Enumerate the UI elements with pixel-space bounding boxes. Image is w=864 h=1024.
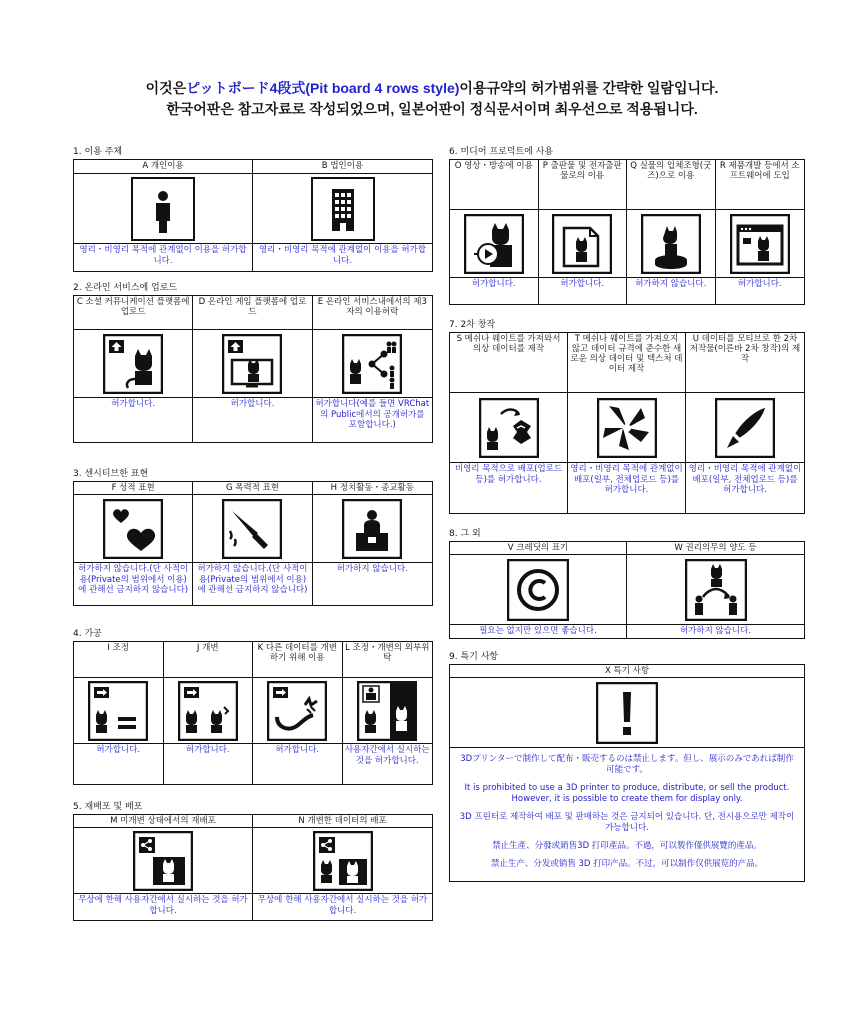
- term-desc: 허가합니다.: [111, 399, 156, 409]
- term-desc: 허가하지 않습니다.: [336, 564, 408, 574]
- header-post: 이용규약의 허가범위를 간략한 일람입니다.: [459, 80, 719, 96]
- term-cell-o: [450, 160, 539, 304]
- term-label: R 제품개발 등에서 소프트웨어에 도입: [716, 160, 805, 210]
- section-sensitive: [73, 468, 433, 606]
- term-cell-a: [74, 160, 253, 271]
- building-icon: [311, 177, 375, 241]
- term-label: Q 실물의 입체조형(굿즈)으로 이용: [627, 160, 715, 210]
- video-icon: [464, 214, 524, 274]
- person-icon: [131, 177, 195, 241]
- section-title: 9. 특기 사항: [449, 652, 499, 662]
- term-desc: 영리・비영리 목적에 관계없이 배포(일부, 전체업로드 등)를 허가합니다.: [688, 464, 802, 495]
- section-other: [449, 528, 805, 639]
- header-line-2: 한국어판은 참고자료로 작성되었으며, 일본어판이 정식문서이며 최우선으로 적용됩니다.: [166, 101, 698, 117]
- term-cell-s: [450, 333, 568, 513]
- term-desc: 영리・비영리 목적에 관계없이 배포(일부, 전체업로드 등)를 허가합니다.: [570, 464, 683, 495]
- transfer-icon: [685, 559, 747, 621]
- section-title: 1. 이용 주체: [73, 147, 123, 157]
- hearts-icon: [103, 499, 163, 559]
- term-cell-j: [164, 642, 254, 784]
- section-usage-subject: [73, 146, 433, 272]
- term-desc: 허가합니다.: [230, 399, 275, 409]
- term-label: D 온라인 게임 플랫폼에 업로드: [193, 296, 311, 330]
- section-title: 8. 그 외: [449, 529, 481, 539]
- term-cell-f: [74, 482, 193, 605]
- header-product-name: ピットボード4段式(Pit board 4 rows style): [186, 80, 460, 96]
- pen-icon: [715, 398, 775, 458]
- term-desc: 허가합니다.: [275, 745, 320, 755]
- term-label: G 폭력적 표현: [193, 482, 311, 495]
- term-desc: 필요는 없지만 있으면 좋습니다.: [479, 626, 597, 636]
- term-label: E 온라인 서비스내에서의 제3자의 이용허락: [313, 296, 432, 330]
- term-label: S 메쉬나 웨이트를 가져와서 의상 데이터를 제작: [450, 333, 567, 393]
- share-third-party-icon: [342, 334, 402, 394]
- term-desc: 허가합니다.: [560, 279, 605, 289]
- section-title: 6. 미디어 프로덕트에 사용: [449, 147, 554, 157]
- term-cell-i: [74, 642, 164, 784]
- knife-icon: [222, 499, 282, 559]
- software-icon: [730, 214, 790, 274]
- section-title: 4. 가공: [73, 629, 102, 639]
- term-desc: 영리・비영리 목적에 관계없이 이용을 허가합니다.: [258, 245, 427, 266]
- term-cell-g: [193, 482, 312, 605]
- term-label: L 조정・개변의 외부위탁: [343, 642, 433, 678]
- term-cell-d: [193, 296, 312, 442]
- term-label: P 출판물 및 전자출판물로의 이용: [539, 160, 627, 210]
- upload-game-icon: [222, 334, 282, 394]
- publication-icon: [552, 214, 612, 274]
- special-notes-body: [450, 748, 804, 881]
- adjust-icon: [88, 681, 148, 741]
- note-korean: 3D 프린터로 제작하여 배포 및 판매하는 것은 금지되어 있습니다. 단, 전시용으로만 제작이 가능합니다.: [459, 812, 795, 833]
- term-cell-w: [627, 542, 804, 638]
- mesh-clothing-icon: [479, 398, 539, 458]
- term-label: K 다른 데이터를 개변하기 위해 이용: [253, 642, 342, 678]
- term-desc: 허가합니다.: [96, 745, 141, 755]
- note-english: It is prohibited to use a 3D printer to produce, distribute, or sell the product. However, it is possible to create them for display only.: [464, 783, 790, 804]
- term-desc: 무상에 한해 사용자간에서 실시하는 것을 허가합니다.: [78, 895, 248, 916]
- term-cell-n: [253, 815, 432, 920]
- term-label: T 메쉬나 웨이트를 가져오지 않고 데이터 규격에 준수한 새로운 의상 데이터 및 텍스처 데이터 제작: [568, 333, 685, 393]
- term-cell-h: [313, 482, 432, 605]
- term-cell-c: [74, 296, 193, 442]
- section-media-product: [449, 146, 805, 305]
- term-label: I 조정: [74, 642, 163, 678]
- distribute-modified-icon: [313, 831, 373, 891]
- term-cell-e: [313, 296, 432, 442]
- term-desc: 허가하지 않습니다.: [679, 626, 752, 636]
- section-title: 5. 재배포 및 배포: [73, 802, 143, 812]
- term-label: W 권리의무의 양도 등: [627, 542, 804, 555]
- term-label: V 크레딧의 표기: [450, 542, 626, 555]
- upload-avatar-icon: [103, 334, 163, 394]
- term-label: X 특기 사항: [450, 665, 804, 678]
- term-label: J 개변: [164, 642, 253, 678]
- term-label: F 성적 표현: [74, 482, 192, 495]
- term-cell-l: [343, 642, 433, 784]
- exclamation-icon: [596, 682, 658, 744]
- term-label: M 미개변 상태에서의 재배포: [74, 815, 252, 828]
- header-line-1: [0, 78, 864, 99]
- note-japanese: 3Dプリンターで制作して配布・販売するのは禁止します。但し、展示のみであれば制作可能です。: [460, 754, 794, 775]
- term-desc: 허가합니다.: [185, 745, 230, 755]
- section-title: 7. 2차 창작: [449, 320, 496, 330]
- figure-icon: [641, 214, 701, 274]
- term-desc: 비영리 목적으로 배포(업로드 등)를 허가합니다.: [454, 464, 563, 485]
- term-label: O 영상・방송에 이용: [450, 160, 538, 210]
- section-processing: [73, 628, 433, 785]
- copyright-icon: [507, 559, 569, 621]
- header-pre: 이것은: [145, 80, 187, 96]
- term-cell-t: [568, 333, 686, 513]
- note-traditional-chinese: 禁止生產、分發或銷售3D 打印產品。不過，可以製作僅供展覽的產品。: [492, 841, 762, 851]
- term-label: U 데이터를 모티브로 한 2차 저작물(이른바 2차 창작)의 제작: [686, 333, 804, 393]
- term-desc: 허가하지 않습니다.(단 사적이용(Private의 범위에서 이용)에 관해선 금지하지 않습니다): [197, 564, 308, 595]
- term-cell-p: [539, 160, 628, 304]
- term-desc: 사용자간에서 실시하는 것을 허가합니다.: [344, 745, 430, 766]
- term-cell-u: [686, 333, 804, 513]
- term-desc: 영리・비영리 목적에 관계없이 이용을 허가합니다.: [79, 245, 247, 266]
- page-header: [0, 78, 864, 120]
- term-label: C 소셜 커뮤니케이션 플랫폼에 업로드: [74, 296, 192, 330]
- term-desc: 허가하지 않습니다.: [635, 279, 707, 289]
- term-cell-q: [627, 160, 716, 304]
- term-desc: 허가합니다(예를 들면 VRChat의 Public에서의 공개허가를 포함합니다.): [315, 399, 430, 430]
- section-special-notes: [449, 651, 805, 882]
- term-desc: 허가합니다.: [737, 279, 782, 289]
- term-cell-b: [253, 160, 432, 271]
- term-label: N 개변한 데이터의 배포: [253, 815, 432, 828]
- term-desc: 무상에 한해 사용자간에서 실시하는 것을 허가합니다.: [257, 895, 428, 916]
- term-cell-m: [74, 815, 253, 920]
- term-label: A 개인이용: [74, 160, 252, 174]
- podium-icon: [342, 499, 402, 559]
- section-derivative: [449, 319, 805, 514]
- note-simplified-chinese: 禁止生产、分发或销售 3D 打印产品。不过，可以制作仅供展览的产品。: [490, 859, 764, 869]
- term-desc: 허가하지 않습니다.(단 사적이용(Private의 범위에서 이용)에 관해선 금지하지 않습니다): [78, 564, 189, 595]
- section-title: 2. 온라인 서비스에 업로드: [73, 283, 178, 293]
- section-title: 3. 센시티브한 표현: [73, 469, 149, 479]
- texture-icon: [597, 398, 657, 458]
- term-cell-k: [253, 642, 343, 784]
- term-cell-r: [716, 160, 805, 304]
- term-cell-v: [450, 542, 627, 638]
- modify-icon: [178, 681, 238, 741]
- outsource-icon: [357, 681, 417, 741]
- term-label: H 정치활동・종교활동: [313, 482, 432, 495]
- term-label: B 법인이용: [253, 160, 432, 174]
- term-cell-x: [450, 665, 804, 881]
- redistribute-icon: [133, 831, 193, 891]
- section-online-upload: [73, 282, 433, 443]
- term-desc: 허가합니다.: [471, 279, 516, 289]
- reuse-data-icon: [267, 681, 327, 741]
- section-redistribution: [73, 801, 433, 921]
